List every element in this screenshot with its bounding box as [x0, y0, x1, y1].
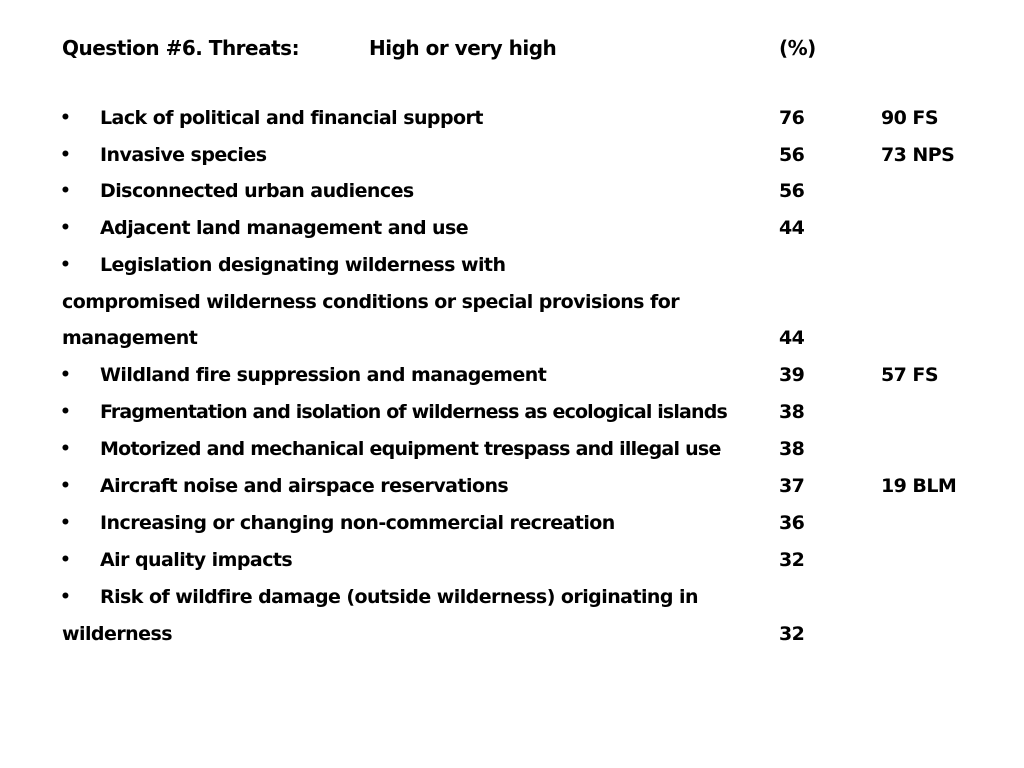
bullet-icon: •: [60, 255, 71, 275]
bullet-icon: •: [60, 145, 71, 165]
bullet-icon: •: [60, 402, 71, 422]
threat-label-continued: compromised wilderness conditions or special provisions for: [62, 291, 680, 313]
threat-label: Increasing or changing non-commercial recreation: [100, 512, 615, 534]
bullet-icon: •: [60, 476, 71, 496]
threat-percent: 37: [779, 475, 805, 497]
threat-label: Disconnected urban audiences: [100, 180, 414, 202]
bullet-icon: •: [60, 550, 71, 570]
threat-label: Wildland fire suppression and management: [100, 364, 547, 386]
agency-note: 90 FS: [881, 107, 938, 129]
threat-label: Fragmentation and isolation of wilderness as ecological islands: [100, 401, 727, 423]
rating-heading: High or very high: [369, 36, 557, 60]
threat-percent: 32: [779, 549, 805, 571]
threat-label: Adjacent land management and use: [100, 217, 469, 239]
threat-percent: 44: [779, 217, 805, 239]
bullet-icon: •: [60, 365, 71, 385]
threat-percent: 38: [779, 401, 805, 423]
bullet-icon: •: [60, 108, 71, 128]
unit-heading: (%): [779, 36, 816, 60]
threat-percent: 76: [779, 107, 805, 129]
bullet-icon: •: [60, 218, 71, 238]
question-title: Question #6. Threats:: [62, 36, 300, 60]
threat-percent: 56: [779, 180, 805, 202]
threat-label: Legislation designating wilderness with: [100, 254, 506, 276]
threat-label: Air quality impacts: [100, 549, 293, 571]
threat-label: Invasive species: [100, 144, 267, 166]
threat-percent: 44: [779, 327, 805, 349]
bullet-icon: •: [60, 439, 71, 459]
bullet-icon: •: [60, 181, 71, 201]
threat-label: Lack of political and financial support: [100, 107, 483, 129]
bullet-icon: •: [60, 587, 71, 607]
threat-label: Risk of wildfire damage (outside wilderness) originating in: [100, 586, 698, 608]
threat-percent: 36: [779, 512, 805, 534]
threat-label: Motorized and mechanical equipment trespass and illegal use: [100, 438, 721, 460]
threat-label: Aircraft noise and airspace reservations: [100, 475, 509, 497]
agency-note: 73 NPS: [881, 144, 955, 166]
threat-percent: 39: [779, 364, 805, 386]
threat-percent: 32: [779, 623, 805, 645]
threat-percent: 56: [779, 144, 805, 166]
threat-label-continued: wilderness: [62, 623, 172, 645]
bullet-icon: •: [60, 513, 71, 533]
agency-note: 57 FS: [881, 364, 938, 386]
agency-note: 19 BLM: [881, 475, 957, 497]
threat-percent: 38: [779, 438, 805, 460]
threat-label-continued: management: [62, 327, 198, 349]
